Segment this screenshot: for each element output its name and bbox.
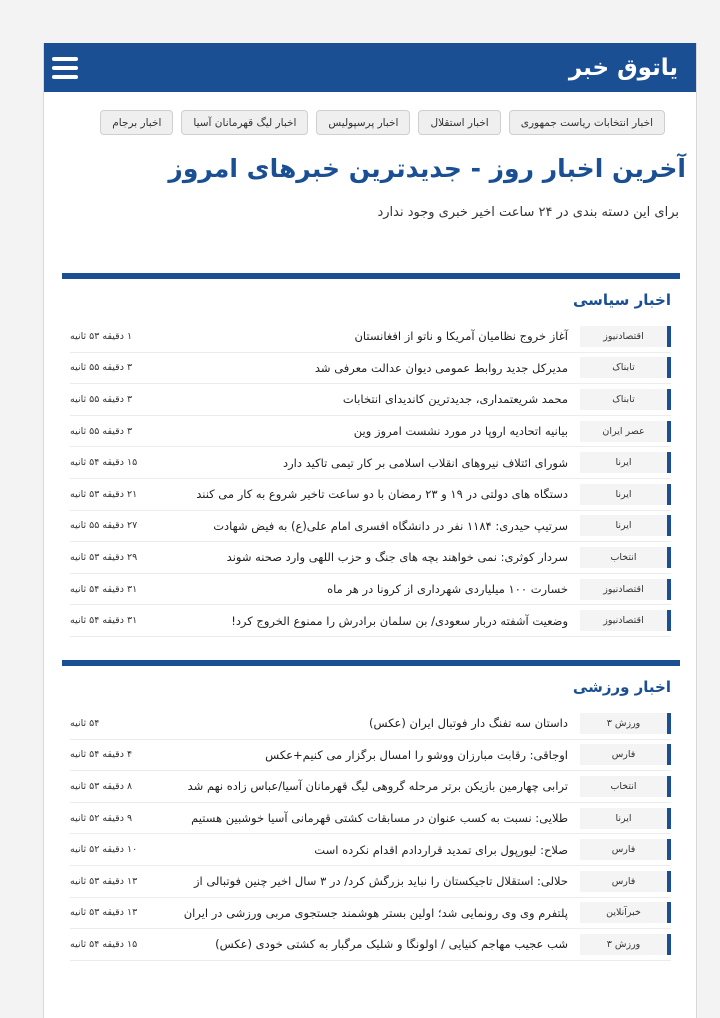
news-title-link[interactable]: حلالی: استقلال تاجیکستان را نباید بزرگش کرد/ در ۳ سال اخیر چنین فوتبالی از (193, 874, 568, 889)
news-time: ۹ دقیقه ۵۲ ثانیه (70, 812, 133, 824)
news-time: ۱۳ دقیقه ۵۳ ثانیه (70, 875, 138, 887)
news-row[interactable] (70, 898, 671, 930)
section-title[interactable]: اخبار ورزشی (572, 678, 671, 696)
section-sports (62, 660, 680, 961)
news-source-badge[interactable]: اقتصادنیوز (580, 610, 671, 631)
news-row[interactable] (70, 542, 671, 574)
news-row[interactable] (70, 321, 671, 353)
news-source-badge[interactable]: فارس (580, 839, 671, 860)
news-row[interactable] (70, 803, 671, 835)
news-row[interactable] (70, 479, 671, 511)
news-row[interactable] (70, 511, 671, 543)
news-row[interactable] (70, 574, 671, 606)
news-time: ۳ دقیقه ۵۵ ثانیه (70, 393, 133, 405)
news-row[interactable] (70, 834, 671, 866)
news-source-badge[interactable]: ورزش ۳ (580, 713, 671, 734)
tag-link[interactable]: اخبار انتخابات ریاست جمهوری (509, 110, 665, 135)
news-title-link[interactable]: پلتفرم وی وی رونمایی شد؛ اولین بستر هوشمند جستجوی مربی ورزشی در ایران (183, 905, 568, 920)
news-time: ۳۱ دقیقه ۵۴ ثانیه (70, 615, 138, 627)
news-source-badge[interactable]: فارس (580, 871, 671, 892)
news-list (62, 708, 680, 961)
news-row[interactable] (70, 929, 671, 961)
news-time: ۳۱ دقیقه ۵۴ ثانیه (70, 583, 138, 595)
news-time: ۳ دقیقه ۵۵ ثانیه (70, 362, 133, 374)
news-title-link[interactable]: دستگاه های دولتی در ۱۹ و ۲۳ رمضان با دو ساعت تاخیر شروع به کار می کنند (196, 487, 568, 502)
news-source-badge[interactable]: ایرنا (580, 452, 671, 473)
news-row[interactable] (70, 740, 671, 772)
news-title-link[interactable]: وضعیت آشفته دربار سعودی/ بن سلمان برادرش را ممنوع الخروج کرد! (231, 613, 568, 628)
news-title-link[interactable]: شورای ائتلاف نیروهای انقلاب اسلامی بر کار تیمی تاکید دارد (282, 455, 568, 470)
news-title-link[interactable]: مدیرکل جدید روابط عمومی دیوان عدالت معرفی شد (314, 360, 568, 375)
news-time: ۵۴ ثانیه (70, 717, 100, 729)
section-title[interactable]: اخبار سیاسی (573, 291, 671, 309)
news-source-badge[interactable]: تابناک (580, 389, 671, 410)
news-time: ۱۰ دقیقه ۵۲ ثانیه (70, 844, 138, 856)
news-source-badge[interactable]: عصر ایران (580, 421, 671, 442)
news-title-link[interactable]: شب عجیب مهاجم کنیایی / اولونگا و شلیک مرگبار به کشتی خودی (عکس) (215, 937, 568, 952)
news-source-badge[interactable]: ایرنا (580, 484, 671, 505)
news-source-badge[interactable]: فارس (580, 744, 671, 765)
news-time: ۸ دقیقه ۵۳ ثانیه (70, 780, 133, 792)
news-source-badge[interactable]: خبرآنلاین (580, 902, 671, 923)
news-time: ۴ دقیقه ۵۴ ثانیه (70, 749, 133, 761)
page-title: آخرین اخبار روز - جدیدترین خبرهای امروز (168, 154, 686, 183)
news-title-link[interactable]: طلایی: نسبت به کسب عنوان در مسابقات کشتی قهرمانی آسیا خوشبین هستیم (191, 811, 568, 826)
news-row[interactable] (70, 384, 671, 416)
news-title-link[interactable]: سرتیپ حیدری: ۱۱۸۴ نفر در دانشگاه افسری امام علی(ع) به فیض شهادت (213, 518, 568, 533)
news-time: ۲۱ دقیقه ۵۳ ثانیه (70, 488, 138, 500)
news-row[interactable] (70, 866, 671, 898)
news-title-link[interactable]: بیانیه اتحادیه اروپا در مورد نشست امروز وین (353, 424, 568, 439)
news-source-badge[interactable]: تابناک (580, 357, 671, 378)
news-source-badge[interactable]: انتخاب (580, 547, 671, 568)
news-title-link[interactable]: محمد شریعتمداری، جدیدترین کاندیدای انتخابات (342, 392, 568, 407)
news-time: ۱ دقیقه ۵۳ ثانیه (70, 330, 133, 342)
tag-bar (44, 92, 696, 135)
tag-link[interactable]: اخبار لیگ قهرمانان آسیا (181, 110, 308, 135)
news-row[interactable] (70, 447, 671, 479)
news-source-badge[interactable]: ایرنا (580, 808, 671, 829)
empty-notice: برای این دسته بندی در ۲۴ ساعت اخیر خبری وجود ندارد (377, 205, 679, 220)
site-logo[interactable]: یاتوق خبر (568, 54, 678, 81)
news-time: ۳ دقیقه ۵۵ ثانیه (70, 425, 133, 437)
news-row[interactable] (70, 353, 671, 385)
news-title-link[interactable]: خسارت ۱۰۰ میلیاردی شهرداری از کرونا در هر ماه (327, 582, 568, 597)
news-time: ۱۳ دقیقه ۵۳ ثانیه (70, 907, 138, 919)
page-frame (43, 43, 697, 1018)
news-title-link[interactable]: ترابی چهارمین بازیکن برتر مرحله گروهی لیگ قهرمانان آسیا/عباس زاده نهم شد (187, 779, 568, 794)
news-row[interactable] (70, 708, 671, 740)
news-time: ۱۵ دقیقه ۵۴ ثانیه (70, 938, 138, 950)
news-source-badge[interactable]: انتخاب (580, 776, 671, 797)
news-source-badge[interactable]: ورزش ۳ (580, 934, 671, 955)
top-navbar (44, 43, 696, 92)
news-list (62, 321, 680, 637)
tag-link[interactable]: اخبار پرسپولیس (316, 110, 410, 135)
news-row[interactable] (70, 416, 671, 448)
news-row[interactable] (70, 605, 671, 637)
news-time: ۲۷ دقیقه ۵۵ ثانیه (70, 520, 138, 532)
news-title-link[interactable]: آغاز خروج نظامیان آمریکا و ناتو از افغانستان (354, 329, 568, 344)
news-source-badge[interactable]: ایرنا (580, 515, 671, 536)
news-source-badge[interactable]: اقتصادنیوز (580, 326, 671, 347)
news-title-link[interactable]: صلاح: لیورپول برای تمدید قراردادم اقدام نکرده است (314, 842, 568, 857)
hamburger-menu-icon[interactable] (52, 57, 78, 79)
news-title-link[interactable]: داستان سه تفنگ دار فوتبال ایران (عکس) (369, 716, 568, 731)
news-row[interactable] (70, 771, 671, 803)
tag-link[interactable]: اخبار استقلال (418, 110, 500, 135)
news-title-link[interactable]: اوجاقی: رقابت مبارزان ووشو را امسال برگزار می کنیم+عکس (265, 747, 568, 762)
news-time: ۱۵ دقیقه ۵۴ ثانیه (70, 457, 138, 469)
news-source-badge[interactable]: اقتصادنیوز (580, 579, 671, 600)
news-time: ۲۹ دقیقه ۵۳ ثانیه (70, 551, 138, 563)
section-politics (62, 273, 680, 637)
tag-link[interactable]: اخبار برجام (100, 110, 173, 135)
news-title-link[interactable]: سردار کوثری: نمی خواهند بچه های جنگ و حزب اللهی وارد صحنه شوند (226, 550, 568, 565)
